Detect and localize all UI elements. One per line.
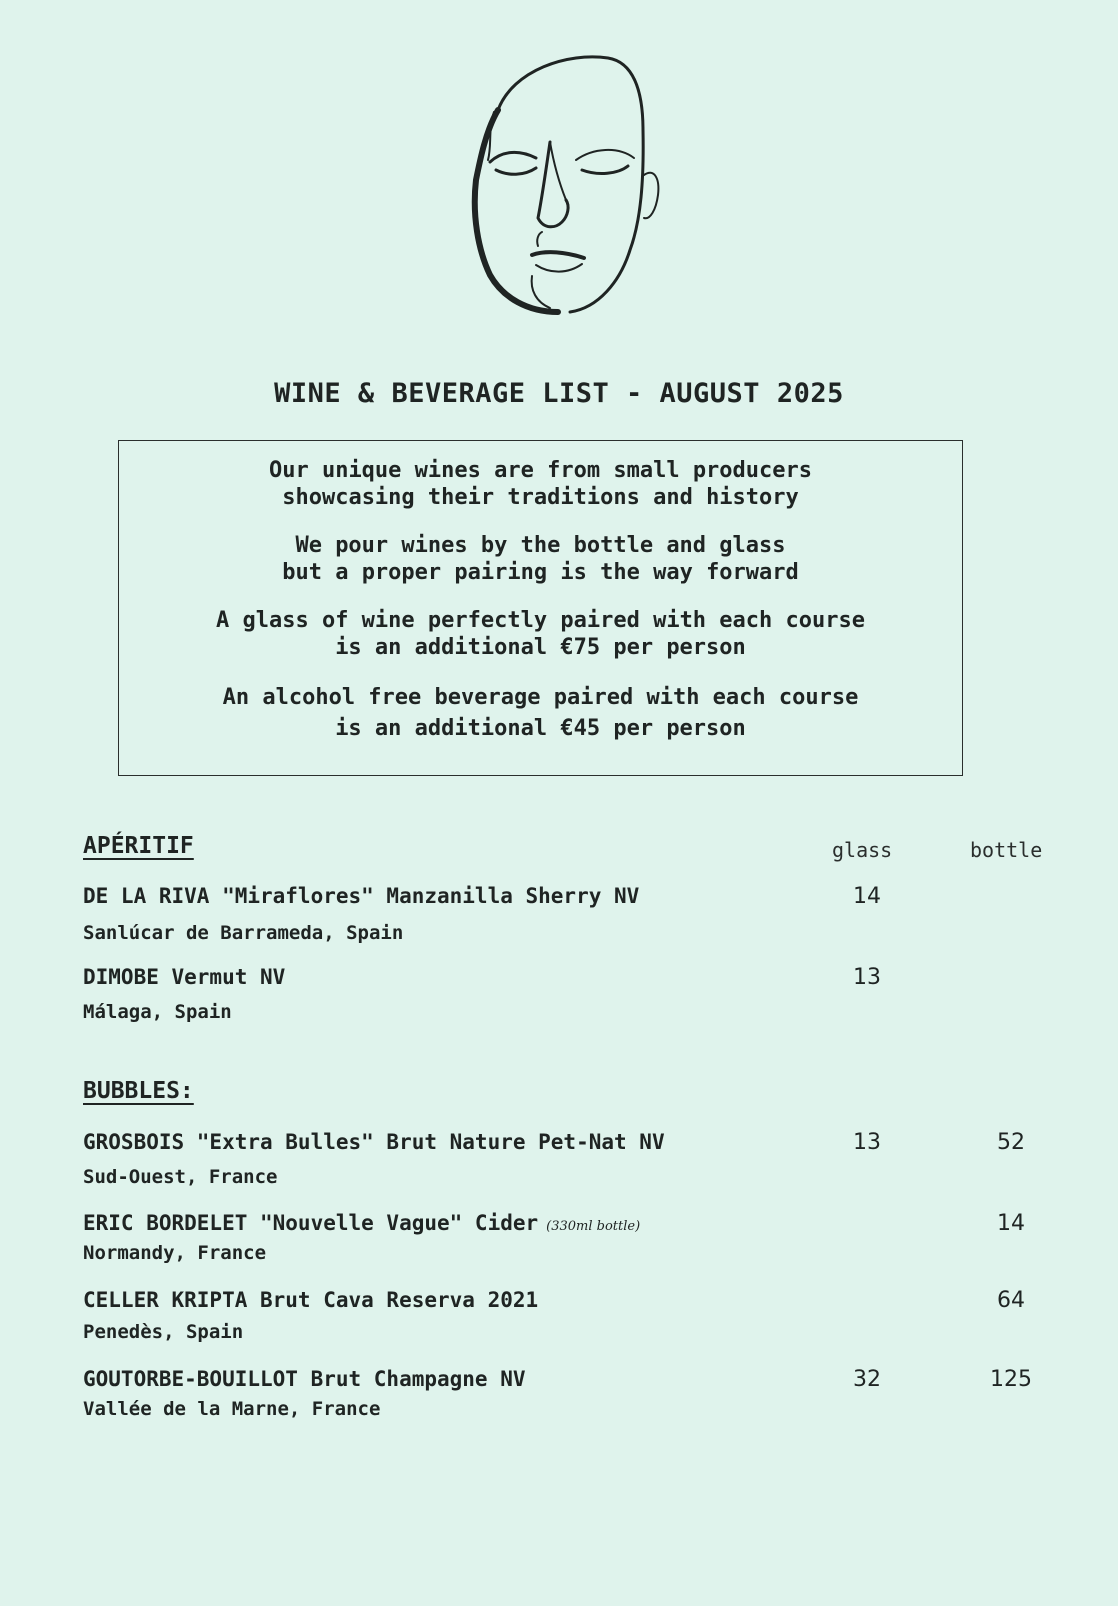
menu-item — [83, 1211, 1063, 1271]
item-origin: Sanlúcar de Barrameda, Spain — [83, 922, 404, 944]
info-paragraph — [119, 532, 962, 586]
info-line: is an additional €75 per person — [335, 635, 746, 660]
item-name: GROSBOIS "Extra Bulles" Brut Nature Pet-Nat NV — [83, 1130, 665, 1154]
info-line: A glass of wine perfectly paired with each course — [215, 608, 865, 633]
item-origin: Sud-Ouest, France — [83, 1166, 278, 1188]
bottle-price: 125 — [990, 1367, 1032, 1392]
info-line: An alcohol free beverage paired with each course — [222, 685, 859, 710]
menu-item — [83, 965, 1063, 1025]
item-name: CELLER KRIPTA Brut Cava Reserva 2021 — [83, 1288, 539, 1312]
info-line: showcasing their traditions and history — [282, 485, 799, 510]
menu-item — [83, 1367, 1063, 1427]
column-header-glass: glass — [832, 838, 893, 862]
item-name: DE LA RIVA "Miraflores" Manzanilla Sherry NV — [83, 884, 640, 908]
info-paragraph — [119, 607, 962, 661]
item-origin: Málaga, Spain — [83, 1001, 232, 1023]
bottle-price: 52 — [997, 1130, 1025, 1155]
section-heading-aperitif: APÉRITIF — [83, 833, 194, 859]
info-paragraph — [119, 682, 962, 744]
section-heading-bubbles: BUBBLES: — [83, 1078, 194, 1104]
face-logo-icon — [458, 50, 678, 325]
info-line: is an additional €45 per person — [335, 716, 746, 741]
item-note: (330ml bottle) — [546, 1219, 641, 1234]
info-line: We pour wines by the bottle and glass — [295, 533, 786, 558]
info-line: but a proper pairing is the way forward — [282, 560, 799, 585]
glass-price: 13 — [853, 965, 881, 990]
column-header-bottle: bottle — [970, 838, 1043, 862]
info-box — [118, 440, 963, 776]
info-paragraph — [119, 457, 962, 511]
info-line: Our unique wines are from small producers — [268, 458, 813, 483]
menu-item — [83, 1288, 1063, 1348]
item-origin: Penedès, Spain — [83, 1321, 244, 1343]
menu-item — [83, 884, 1063, 944]
item-name: DIMOBE Vermut NV — [83, 965, 286, 989]
item-name: ERIC BORDELET "Nouvelle Vague" Cider (330ml bottle) — [83, 1211, 641, 1235]
glass-price: 32 — [853, 1367, 881, 1392]
item-name: GOUTORBE-BOUILLOT Brut Champagne NV — [83, 1367, 526, 1391]
item-origin: Vallée de la Marne, France — [83, 1398, 381, 1420]
item-origin: Normandy, France — [83, 1242, 267, 1264]
bottle-price: 14 — [997, 1211, 1025, 1236]
menu-item — [83, 1130, 1063, 1190]
glass-price: 14 — [853, 884, 881, 909]
page-title: WINE & BEVERAGE LIST - AUGUST 2025 — [274, 378, 844, 409]
glass-price: 13 — [853, 1130, 881, 1155]
bottle-price: 64 — [997, 1288, 1025, 1313]
